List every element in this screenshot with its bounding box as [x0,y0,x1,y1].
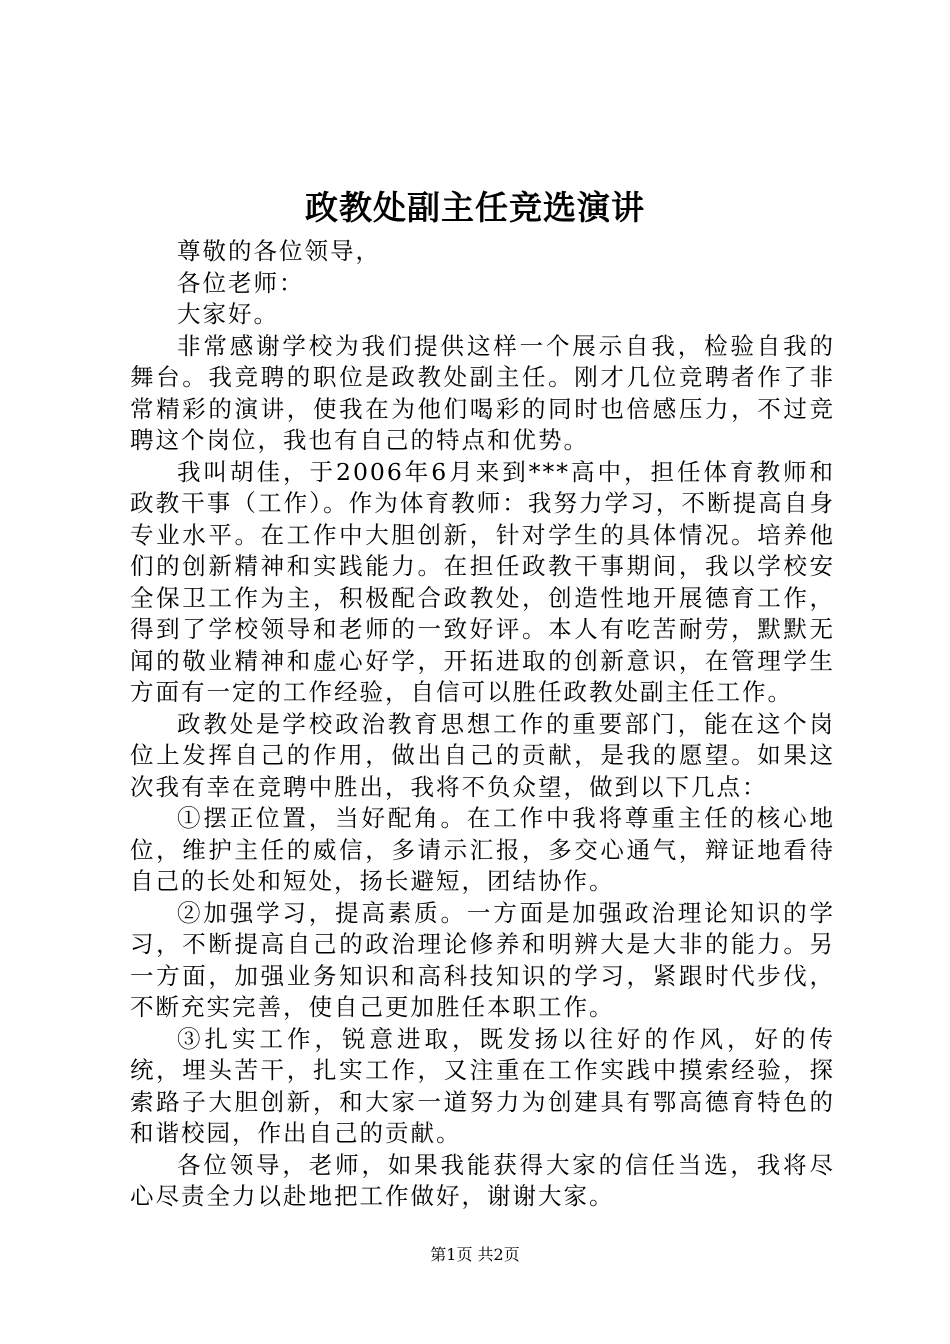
paragraph-intro: 非常感谢学校为我们提供这样一个展示自我，检验自我的舞台。我竞聘的职位是政教处副主任。刚才几位竞聘者作了非常精彩的演讲，使我在为他们喝彩的同时也倍感压力，不过竞聘这个岗位，我也有自己的特点和优势。 [130,331,835,454]
paragraph-background: 我叫胡佳，于2006年6月来到***高中，担任体育教师和政教干事（工作）。作为体育教师：我努力学习，不断提高自身专业水平。在工作中大胆创新，针对学生的具体情况。培养他们的创新精神和实践能力。在担任政教干事期间，我以学校安全保卫工作为主，积极配合政教处，创造性地开展德育工作，得到了学校领导和老师的一致好评。本人有吃苦耐劳，默默无闻的敬业精神和虚心好学，开拓进取的创新意识，在管理学生方面有一定的工作经验，自信可以胜任政教处副主任工作。 [130,457,835,706]
page-footer: 第1页 共2页 [430,1245,520,1264]
paragraph-point-3: ③扎实工作，锐意进取，既发扬以往好的作风，好的传统，埋头苦干，扎实工作，又注重在工作实践中摸索经验，探索路子大胆创新，和大家一道努力为创建具有鄂高德育特色的和谐校园，作出自己的贡献。 [130,1024,835,1147]
document-body [130,236,835,1213]
paragraph-role: 政教处是学校政治教育思想工作的重要部门，能在这个岗位上发挥自己的作用，做出自己的贡献，是我的愿望。如果这次我有幸在竞聘中胜出，我将不负众望，做到以下几点： [130,709,835,801]
salutation-teachers: 各位老师： [177,268,305,297]
paragraph-point-1: ①摆正位置，当好配角。在工作中我将尊重主任的核心地位，维护主任的威信，多请示汇报，多交心通气，辩证地看待自己的长处和短处，扬长避短，团结协作。 [130,804,835,895]
paragraph-point-2: ②加强学习，提高素质。一方面是加强政治理论知识的学习，不断提高自己的政治理论修养和明辨大是大非的能力。另一方面，加强业务知识和高科技知识的学习，紧跟时代步伐，不断充实完善，使自己更加胜任本职工作。 [130,898,835,1021]
document-title: 政教处副主任竞选演讲 [305,188,645,227]
paragraph-closing: 各位领导，老师，如果我能获得大家的信任当选，我将尽心尽责全力以赴地把工作做好，谢谢大家。 [130,1150,835,1210]
greeting: 大家好。 [177,300,279,328]
salutation-leaders: 尊敬的各位领导， [177,237,381,265]
